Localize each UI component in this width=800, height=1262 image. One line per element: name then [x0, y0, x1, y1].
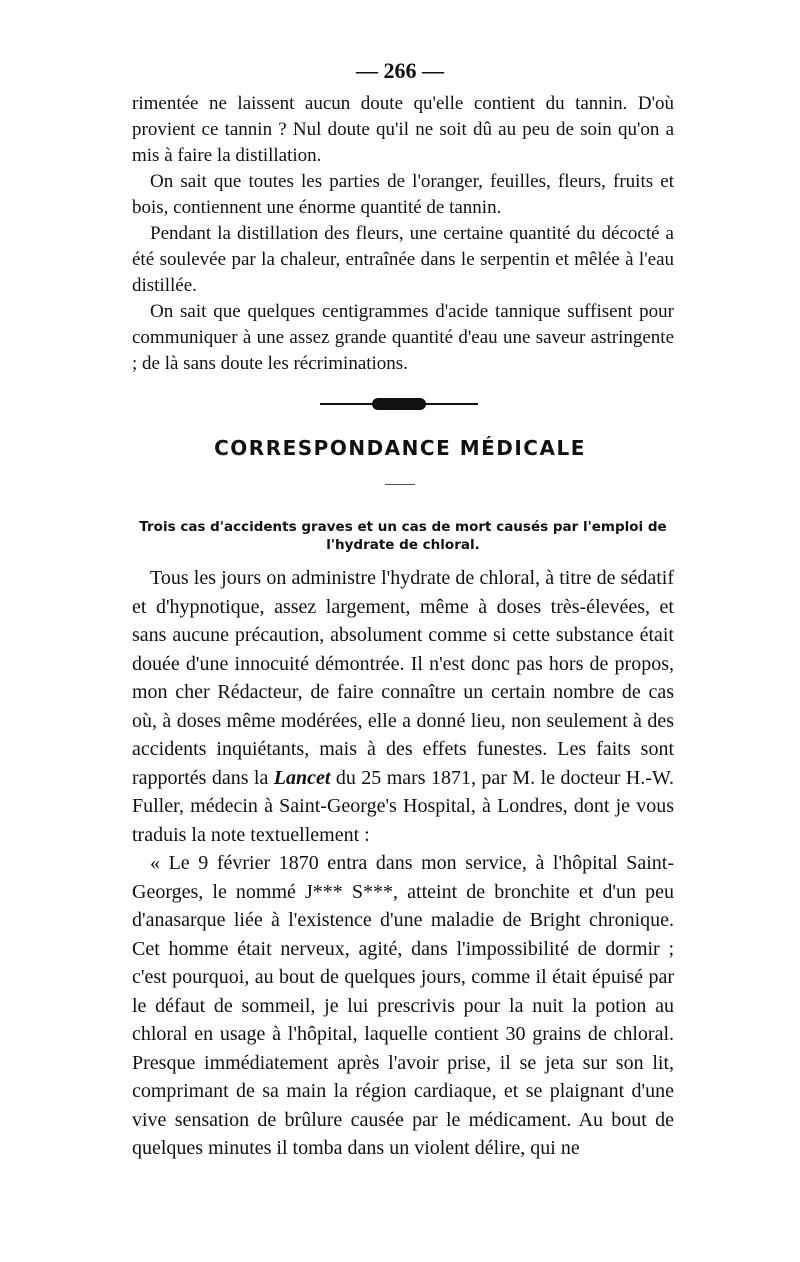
main-section — [132, 564, 674, 1163]
divider-ornament — [372, 398, 426, 410]
section-heading: CORRESPONDANCE MÉDICALE — [214, 436, 586, 460]
text-run: Tous les jours on administre l'hydrate de chloral, à titre de sédatif et d'hypnotique, assez largement, même à doses très-élevées, et sans aucune précaution, absolument comme si cette substance était douée d'une innocuité démontrée. Il n'est donc pas hors de propos, mon cher Rédacteur, de faire connaître un certain nombre de cas où, à doses même modérées, elle a donné lieu, non seulement à des accidents inquiétants, mais à des effets funestes. Les faits sont rapportés dans la — [132, 567, 674, 789]
paragraph: rimentée ne laissent aucun doute qu'elle contient du tannin. D'où provient ce tannin ? Nul doute qu'il ne soit dû au peu de soin qu'on a mis à faire la distillation. — [132, 93, 674, 166]
paragraph: « Le 9 février 1870 entra dans mon service, à l'hôpital Saint-Georges, le nommé J*** S***, atteint de bronchite et d'un peu d'anasarque liée à l'existence d'une maladie de Bright chronique. Cet homme était nerveux, agité, dans l'impossibilité de dormir ; c'est pourquoi, au bout de quelques jours, comme il était épuisé par le défaut de sommeil, je lui prescrivis pour la nuit la potion au chloral en usage à l'hôpital, laquelle contient 30 grains de chloral. Presque immédiatement après l'avoir prise, il se jeta sur son lit, comprimant de sa main la région cardiaque, et se plaignant d'une vive sensation de brûlure causée par le médicament. Au bout de quelques minutes il tomba dans un violent délire, qui ne — [132, 852, 674, 1159]
paragraph: Pendant la distillation des fleurs, une certaine quantité du décocté a été soulevée par la chaleur, entraînée dans le serpentin et mêlée à l'eau distillée. — [132, 223, 674, 296]
text-run: du 25 mars 1871, par M. le docteur H.-W. Fuller, médecin à Saint-George's Hospital, à Londres, dont je vous traduis la note textuellement : — [132, 766, 674, 846]
paragraph: On sait que quelques centigrammes d'acide tannique suffisent pour communiquer à une assez grande quantité d'eau une saveur astringente ; de là sans doute les récriminations. — [132, 301, 674, 374]
paragraph — [132, 564, 674, 849]
top-section — [132, 91, 674, 377]
page-number: — 266 — — [356, 58, 444, 83]
article-subtitle: Trois cas d'accidents graves et un cas de mort causés par l'emploi de l'hydrate de chloral. — [139, 519, 667, 553]
heading-rule — [385, 484, 415, 485]
journal-title: Lancet — [273, 766, 331, 789]
paragraph: On sait que toutes les parties de l'oranger, feuilles, fleurs, fruits et bois, contiennent une énorme quantité de tannin. — [132, 171, 674, 218]
